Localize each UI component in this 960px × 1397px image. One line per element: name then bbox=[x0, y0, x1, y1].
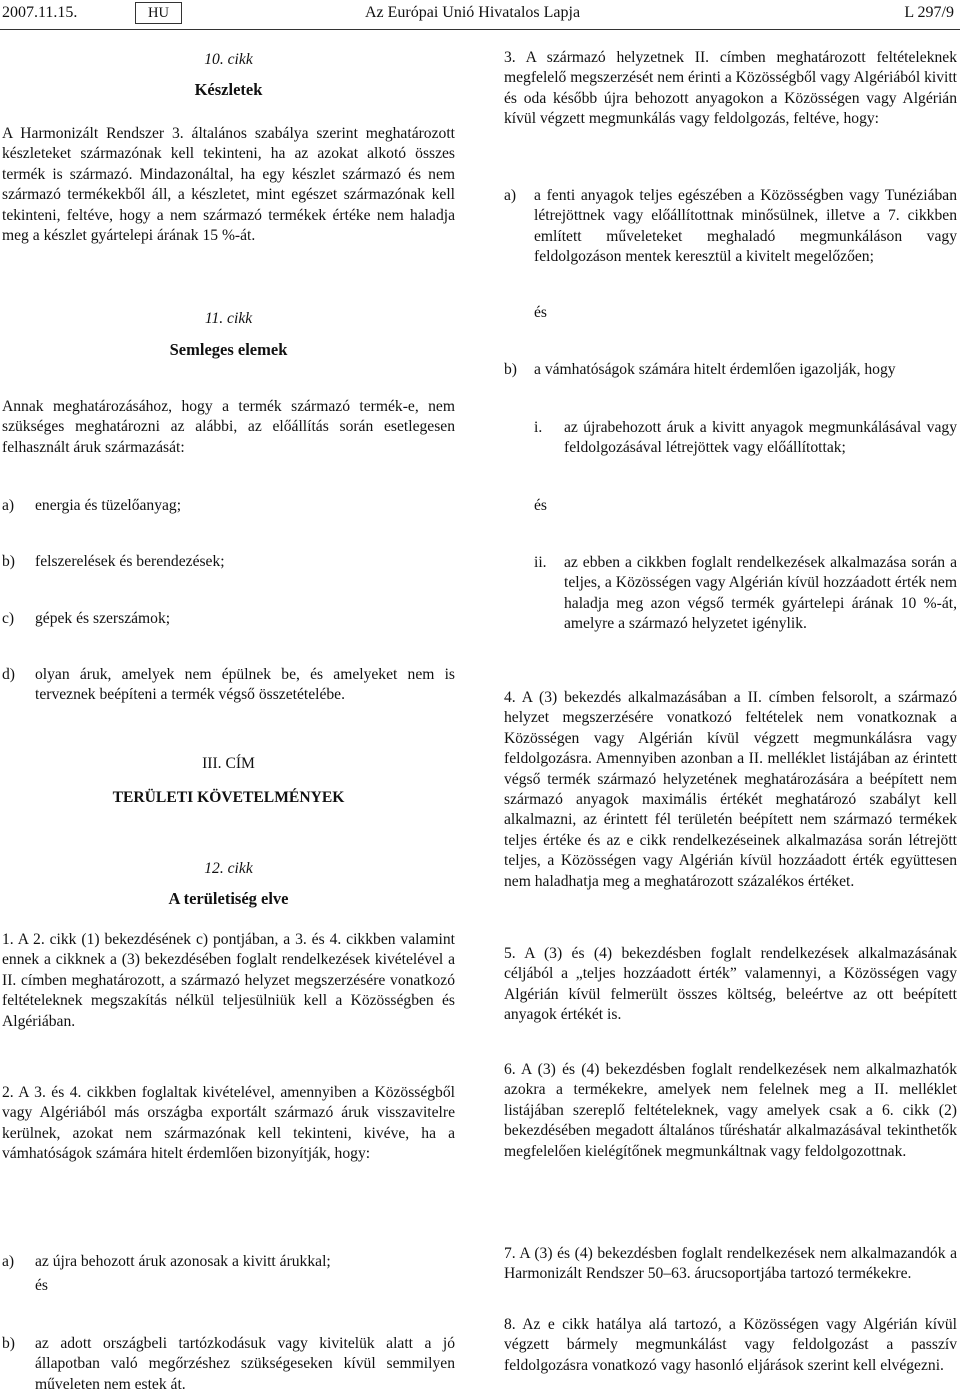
article-11-text: Annak meghatározásához, hogy a termék származó termék-e, nem szükséges meghatározni az alábbi, az előállítás során esetlegesen felhasznált áruk származását: bbox=[2, 398, 455, 456]
list-marker: i. bbox=[534, 419, 543, 436]
page-header bbox=[0, 0, 960, 28]
list-text: az újra behozott áruk azonosak a kivitt árukkal; bbox=[35, 1253, 331, 1270]
paragraph-2: 2. A 3. és 4. cikkben foglaltak kivételével, amennyiben a Közösségből vagy Algériából más országba exportált származó áruk visszavitelre kerülnek, azokat nem származónak kell tekinteni, kivéve, ha a vámhatóságok számára hitelt érdemlően bizonyítják, hogy: bbox=[2, 1084, 455, 1163]
header-rule bbox=[0, 29, 960, 30]
list-marker: ii. bbox=[534, 554, 547, 571]
article-10-text: A Harmonizált Rendszer 3. általános szabálya szerint meghatározott készleteket származónak kell tekinteni, ha az azokat alkotó összes termék is származó. Mindazonáltal, ha egy készlet származó és nem származó termékekből áll, a készletet, mint egészet származónak kell tekinteni, feltéve, hogy a nem származó termékek értéke nem haladja meg a készlet gyártelepi árának 15 %-át. bbox=[2, 125, 455, 245]
paragraph-3: 3. A származó helyzetnek II. címben meghatározott feltételeknek megfelelő megszerzését nem érinti a Közösségből vagy Algériából kivitt és oda később újra behozott anyagokon a Közösségen vagy Algérián kívül végzett megmunkálás vagy feldolgozás, feltéve, hogy: bbox=[504, 49, 957, 128]
list-marker: b) bbox=[2, 553, 15, 570]
page-number: L 297/9 bbox=[904, 4, 954, 21]
title-iii-number: III. CÍM bbox=[202, 755, 255, 772]
journal-title: Az Európai Unió Hivatalos Lapja bbox=[365, 4, 581, 21]
list-text: az újrabehozott áruk a kivitt anyagok megmunkálásával vagy feldolgozásával létrejöttek vagy előállítottak; bbox=[564, 419, 957, 457]
title-iii-name: TERÜLETI KÖVETELMÉNYEK bbox=[112, 789, 345, 806]
conjunction-and: és bbox=[35, 1277, 48, 1294]
paragraph-8: 8. Az e cikk hatálya alá tartozó, a Közösségen vagy Algérián kívül végzett bármely megmunkálást vagy feldolgozást a passzív feldolgozásra vonatkozó vagy hasonló eljárások szerint kell elvégezni. bbox=[504, 1316, 957, 1374]
list-marker: b) bbox=[2, 1335, 15, 1352]
paragraph-1: 1. A 2. cikk (1) bekezdésének c) pontjában, a 3. és 4. cikkben valamint ennek a cikknek a (3) bekezdésében foglalt rendelkezések kivételével a II. címben meghatározott, a származó helyzet megszerzésére vonatkozó feltételeknek megszakítás nélkül teljesülniük kell a Közösségben és Algériában. bbox=[2, 931, 455, 1030]
paragraph-4: 4. A (3) bekezdés alkalmazásában a II. címben felsorolt, a származó helyzet megszerzésére vonatkozó feltételek nem vonatkoznak a Közösségen vagy Algérián kívül végzett megmunkálásra vagy feldolgozásra. Amennyiben azonban a II. melléklet listájában az érintett végső termék származó helyzetének meghatározására a beépített nem származó anyagok maximális értékét meghatározó szabályt kell alkalmazni, az érintett fél területén beépített nem származó termékek teljes értéke és az e cikk rendelkezéseinek alkalmazása során létrejött teljes, a Közösségen vagy Algérián kívül hozzáadott érték együttesen nem haladhatja meg a meghatározott százalékos értéket. bbox=[504, 689, 957, 890]
list-marker: d) bbox=[2, 666, 15, 683]
list-text: olyan áruk, amelyek nem épülnek be, és amelyeket nem is terveznek beépíteni a termék végső összetételébe. bbox=[35, 666, 455, 704]
paragraph-7: 7. A (3) és (4) bekezdésben foglalt rendelkezések nem alkalmazandók a Harmonizált Rendszer 50–63. árucsoportjába tartozó termékekre. bbox=[504, 1245, 957, 1283]
article-10-number: 10. cikk bbox=[204, 51, 253, 68]
paragraph-5: 5. A (3) és (4) bekezdésben foglalt rendelkezések alkalmazásának céljából a „teljes hozzáadott érték” valamennyi, a Közösségen vagy Algérián kívül felmerült összes költség, beleértve az ott beépített anyagok értékét is. bbox=[504, 945, 957, 1024]
list-marker: a) bbox=[2, 1253, 15, 1270]
list-marker: a) bbox=[504, 187, 517, 204]
list-text: energia és tüzelőanyag; bbox=[35, 497, 182, 514]
list-text: a fenti anyagok teljes egészében a Közösségben vagy Tunéziában létrejöttnek vagy előállítottnak minősülnek, illetve a 7. cikkben említett műveleteket meghaladó megmunkáláson vagy feldolgozáson mentek keresztül a kivitelt megelőzően; bbox=[534, 187, 957, 266]
conjunction-and: és bbox=[534, 304, 547, 321]
article-10-title: Készletek bbox=[194, 80, 263, 99]
conjunction-and: és bbox=[534, 497, 547, 514]
list-text: az adott országbeli tartózkodásuk vagy kivitelük alatt a jó állapotban való megőrzéshez szükségeseken kívül semmilyen műveleten nem estek át. bbox=[35, 1335, 455, 1393]
article-11-number: 11. cikk bbox=[204, 310, 253, 327]
list-text: gépek és szerszámok; bbox=[35, 610, 171, 627]
list-text: az ebben a cikkben foglalt rendelkezések alkalmazása során a teljes, a Közösségen vagy Algérián kívül hozzáadott érték nem haladja meg azon végső termék gyártelepi árának 10 %-át, amelyre a származó helyzetet igénylik. bbox=[564, 554, 957, 633]
list-text: felszerelések és berendezések; bbox=[35, 553, 225, 570]
list-text: a vámhatóságok számára hitelt érdemlően igazolják, hogy bbox=[534, 361, 896, 378]
list-marker: a) bbox=[2, 497, 15, 514]
article-12-title: A területiség elve bbox=[168, 889, 289, 908]
paragraph-6: 6. A (3) és (4) bekezdésben foglalt rendelkezések nem alkalmazhatók azokra a termékekre, amelyek nem felelnek meg a II. melléklet listájában szereplő feltételeknek, vagy amelyek csak a 6. cikk (2) bekezdésében megadott általános tűréshatár alkalmazásával tekinthetők megfelelően kielégítőnek megmunkáltnak vagy feldolgozottnak. bbox=[504, 1061, 957, 1160]
article-12-number: 12. cikk bbox=[204, 860, 253, 877]
article-11-title: Semleges elemek bbox=[169, 340, 288, 359]
list-marker: b) bbox=[504, 361, 517, 378]
list-marker: c) bbox=[2, 610, 15, 627]
language-badge: HU bbox=[135, 2, 182, 24]
publication-date: 2007.11.15. bbox=[2, 4, 78, 21]
